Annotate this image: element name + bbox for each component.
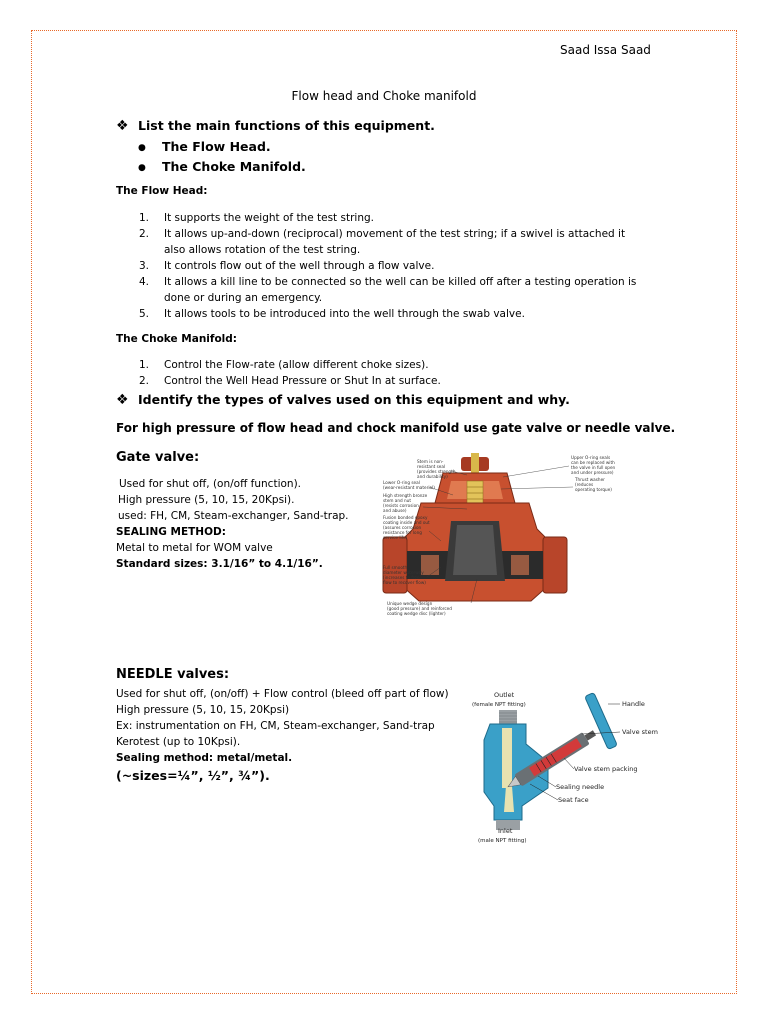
detail-line: Ex: instrumentation on FH, CM, Steam-exchanger, Sand-trap (116, 720, 435, 732)
svg-text:can be replaced with: can be replaced with (571, 460, 615, 465)
answer-text: For high pressure of flow head and chock manifold use gate valve or needle valve. (116, 421, 676, 435)
detail-line: Used for shut off, (on/off) + Flow control (bleed off part of flow) (116, 688, 449, 700)
choke-manifold-heading: The Choke Manifold: (116, 333, 237, 345)
bullet-icon: ● (138, 143, 146, 153)
list-item: 5. It allows tools to be introduced into the well through the swab valve. (139, 308, 525, 320)
author-name: Saad Issa Saad (560, 43, 651, 57)
list-item: 4. It allows a kill line to be connected so the well can be killed off after a testing operation is done or during an emergency. (139, 276, 637, 304)
standard-sizes: Standard sizes: 3.1/16” to 4.1/16”. (116, 558, 323, 570)
label-seat-face: Seat face (558, 796, 589, 804)
question-2-text: Identify the types of valves used on this equipment and why. (138, 392, 570, 407)
flow-head-functions (139, 210, 644, 322)
svg-text:diameter waterway: diameter waterway (383, 570, 424, 575)
label-inlet-sub: (male NPT fitting) (478, 838, 527, 844)
gate-valve-heading: Gate valve: (116, 450, 200, 465)
svg-text:Stem is non-: Stem is non- (417, 459, 444, 464)
svg-text:coating inside and out: coating inside and out (383, 520, 430, 525)
question-1-text: List the main functions of this equipment. (138, 118, 435, 133)
list-item: 2. Control the Well Head Pressure or Shut In at surface. (139, 375, 441, 387)
svg-text:(resists corrosion: (resists corrosion (383, 503, 419, 508)
svg-text:stem and nut: stem and nut (383, 498, 411, 503)
label-outlet-sub: (female NPT fitting) (472, 702, 526, 708)
svg-text:the valve in full open: the valve in full open (571, 465, 616, 470)
svg-text:(good pressure) and reinforced: (good pressure) and reinforced (387, 606, 452, 611)
sealing-method-text: Sealing method: metal/metal. (116, 752, 293, 764)
equipment-list (138, 137, 306, 177)
svg-text:operating torque): operating torque) (575, 487, 612, 492)
label-packing: Valve stem packing (574, 765, 638, 773)
label-inlet: Inlet (498, 827, 513, 835)
label-outlet: Outlet (494, 691, 515, 699)
label-valve-stem: Valve stem (622, 728, 658, 736)
bullet-icon: ● (138, 163, 146, 173)
diamond-bullet-icon: ❖ (116, 392, 129, 408)
svg-text:(assures corrosion: (assures corrosion (383, 525, 422, 530)
svg-text:and durability): and durability) (417, 474, 448, 479)
list-item: ● The Flow Head. (138, 137, 306, 157)
svg-text:Lower O-ring seal: Lower O-ring seal (383, 480, 420, 485)
needle-valve-heading: NEEDLE valves: (116, 667, 230, 682)
svg-text:(increases to free: (increases to free (383, 575, 420, 580)
flow-head-heading: The Flow Head: (116, 185, 208, 197)
svg-text:High strength bronze: High strength bronze (383, 493, 428, 498)
sealing-method-text: Metal to metal for WOM valve (116, 542, 273, 554)
list-item: ● The Choke Manifold. (138, 157, 306, 177)
svg-text:Fusion bonded epoxy: Fusion bonded epoxy (383, 515, 428, 520)
svg-text:coating wedge disc (lighter): coating wedge disc (lighter) (387, 611, 446, 616)
sealing-method-label: SEALING METHOD: (116, 526, 226, 538)
svg-text:flow to recover flow): flow to recover flow) (383, 580, 426, 585)
svg-text:resistance for long: resistance for long (383, 530, 422, 535)
detail-line: used: FH, CM, Steam-exchanger, Sand-trap. (118, 510, 349, 522)
needle-valve-diagram (466, 688, 666, 850)
label-sealing-needle: Sealing needle (556, 783, 605, 791)
detail-line: Kerotest (up to 10Kpsi). (116, 736, 241, 748)
needle-sizes: (~sizes=¼”, ½”, ¾”). (116, 768, 270, 783)
question-1 (116, 118, 435, 134)
svg-text:and abuse): and abuse) (383, 508, 407, 513)
list-item: 2. It allows up-and-down (reciprocal) movement of the test string; if a swivel is attached it also allows rotation of the test string. (139, 228, 626, 256)
svg-text:and under pressure): and under pressure) (571, 470, 614, 475)
diamond-bullet-icon: ❖ (116, 118, 129, 134)
detail-line: Used for shut off, (on/off function). (119, 478, 301, 490)
list-item: 1. It supports the weight of the test string. (139, 212, 374, 224)
document-title: Flow head and Choke manifold (291, 89, 477, 103)
choke-manifold-functions (139, 357, 644, 389)
gate-valve-diagram (381, 451, 639, 619)
svg-text:(reduces: (reduces (575, 482, 594, 487)
svg-text:(provides strength: (provides strength (417, 469, 456, 474)
detail-line: High pressure (5, 10, 15, 20Kpsi) (116, 704, 290, 716)
detail-line: High pressure (5, 10, 15, 20Kpsi). (118, 494, 295, 506)
label-handle: Handle (622, 700, 645, 708)
svg-text:resistant seal: resistant seal (417, 464, 446, 469)
svg-text:Thrust washer: Thrust washer (575, 477, 605, 482)
gate-valve-details (116, 476, 349, 572)
svg-text:Unique wedge design: Unique wedge design (387, 601, 433, 606)
question-2 (116, 392, 570, 408)
svg-text:(wear-resistant material): (wear-resistant material) (383, 485, 435, 490)
svg-text:service life): service life) (383, 535, 408, 540)
list-item: 3. It controls flow out of the well through a flow valve. (139, 260, 435, 272)
svg-text:Upper O-ring seals: Upper O-ring seals (571, 455, 611, 460)
list-item: 1. Control the Flow-rate (allow different choke sizes). (139, 359, 429, 371)
svg-text:Full smooth: Full smooth (383, 565, 408, 570)
needle-valve-details (116, 686, 449, 786)
